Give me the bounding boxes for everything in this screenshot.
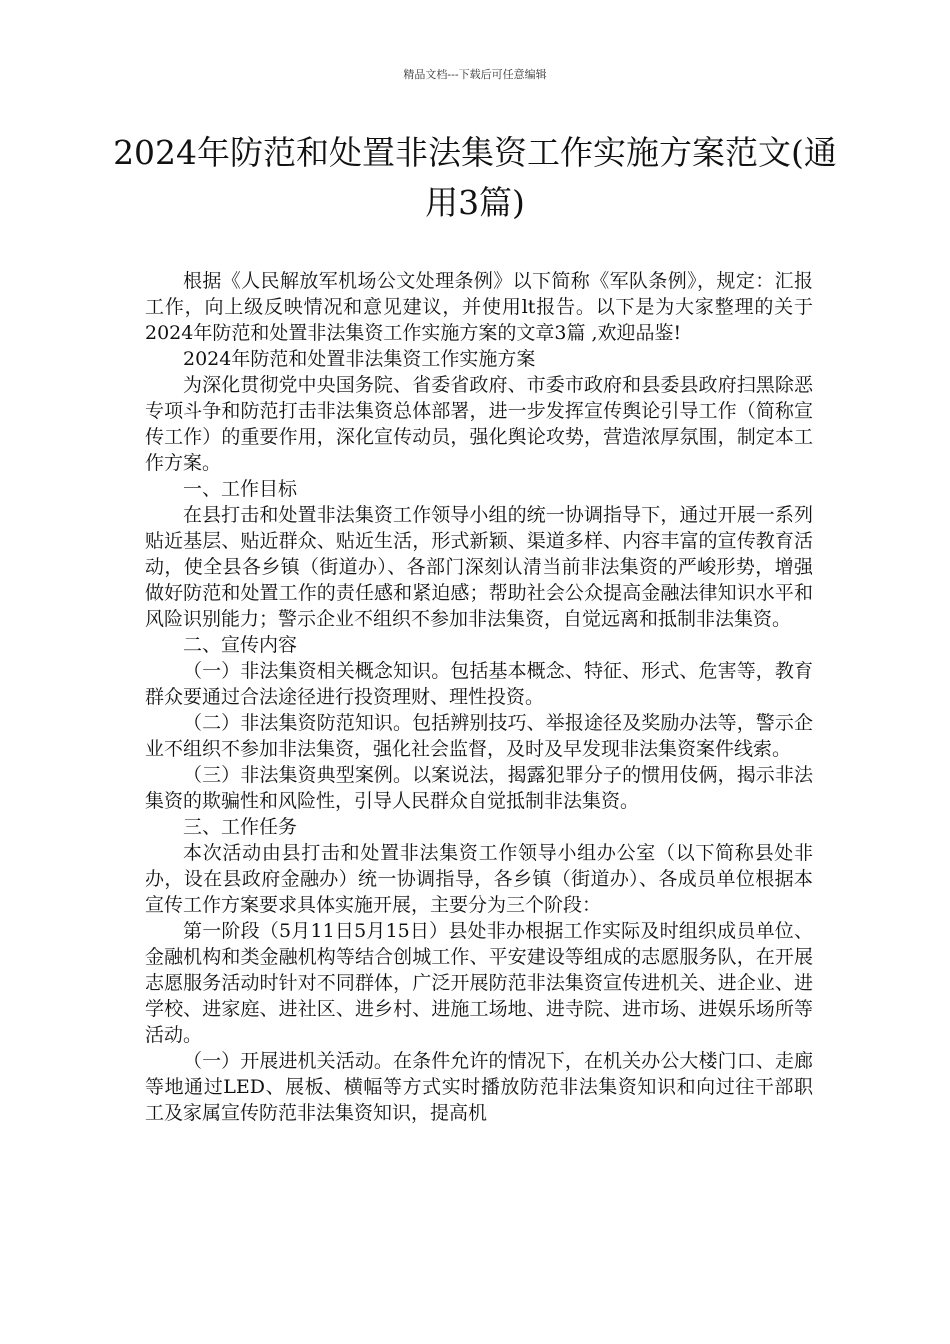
paragraph-content-2: （二）非法集资防范知识。包括辨别技巧、举报途径及奖励办法等，警示企业不组织不参加非法集资，强化社会监督，及时及早发现非法集资案件线索。 bbox=[145, 712, 813, 760]
paragraph-activity-1: （一）开展进机关活动。在条件允许的情况下，在机关办公大楼门口、走廊等地通过LED、展板、横幅等方式实时播放防范非法集资知识和向过往干部职工及家属宣传防范非法集资知识，提高机 bbox=[145, 1050, 813, 1124]
header-note: 精品文档---下载后可任意编辑 bbox=[403, 68, 547, 81]
paragraph-goals: 在县打击和处置非法集资工作领导小组的统一协调指导下，通过开展一系列贴近基层、贴近群众、贴近生活，形式新颖、渠道多样、内容丰富的宣传教育活动，使全县各乡镇（街道办）、各部门深刻认清当前非法集资的严峻形势，增强做好防范和处置工作的责任感和紧迫感；帮助社会公众提高金融法律知识水平和风险识别能力；警示企业不组织不参加非法集资，自觉远离和抵制非法集资。 bbox=[145, 504, 813, 630]
document-title: 2024年防范和处置非法集资工作实施方案范文(通用3篇) bbox=[113, 133, 837, 222]
paragraph-subtitle: 2024年防范和处置非法集资工作实施方案 bbox=[183, 348, 536, 370]
document-body bbox=[145, 268, 813, 1126]
paragraph-intro: 根据《人民解放军机场公文处理条例》以下简称《军队条例》，规定：汇报工作，向上级反映情况和意见建议，并使用lt报告。以下是为大家整理的关于2024年防范和处置非法集资工作实施方案的文章3篇 ,欢迎品鉴! bbox=[145, 270, 813, 344]
section-heading-tasks: 三、工作任务 bbox=[183, 816, 298, 838]
paragraph-phase-1: 第一阶段（5月11日5月15日）县处非办根据工作实际及时组织成员单位、金融机构和类金融机构等结合创城工作、平安建设等组成的志愿服务队，在开展志愿服务活动时针对不同群体，广泛开展防范非法集资宣传进机关、进企业、进学校、进家庭、进社区、进乡村、进施工场地、进寺院、进市场、进娱乐场所等活动。 bbox=[145, 920, 813, 1046]
section-heading-content: 二、宣传内容 bbox=[183, 634, 298, 656]
paragraph-preamble: 为深化贯彻党中央国务院、省委省政府、市委市政府和县委县政府扫黑除恶专项斗争和防范打击非法集资总体部署，进一步发挥宣传舆论引导工作（简称宣传工作）的重要作用，深化宣传动员，强化舆论攻势，营造浓厚氛围，制定本工作方案。 bbox=[145, 374, 813, 474]
paragraph-content-3: （三）非法集资典型案例。以案说法，揭露犯罪分子的惯用伎俩，揭示非法集资的欺骗性和风险性，引导人民群众自觉抵制非法集资。 bbox=[145, 764, 813, 812]
section-heading-goals: 一、工作目标 bbox=[183, 478, 298, 500]
paragraph-content-1: （一）非法集资相关概念知识。包括基本概念、特征、形式、危害等，教育群众要通过合法途径进行投资理财、理性投资。 bbox=[145, 660, 813, 708]
paragraph-tasks: 本次活动由县打击和处置非法集资工作领导小组办公室（以下简称县处非办，设在县政府金融办）统一协调指导，各乡镇（街道办）、各成员单位根据本宣传工作方案要求具体实施开展，主要分为三个阶段： bbox=[145, 842, 813, 916]
